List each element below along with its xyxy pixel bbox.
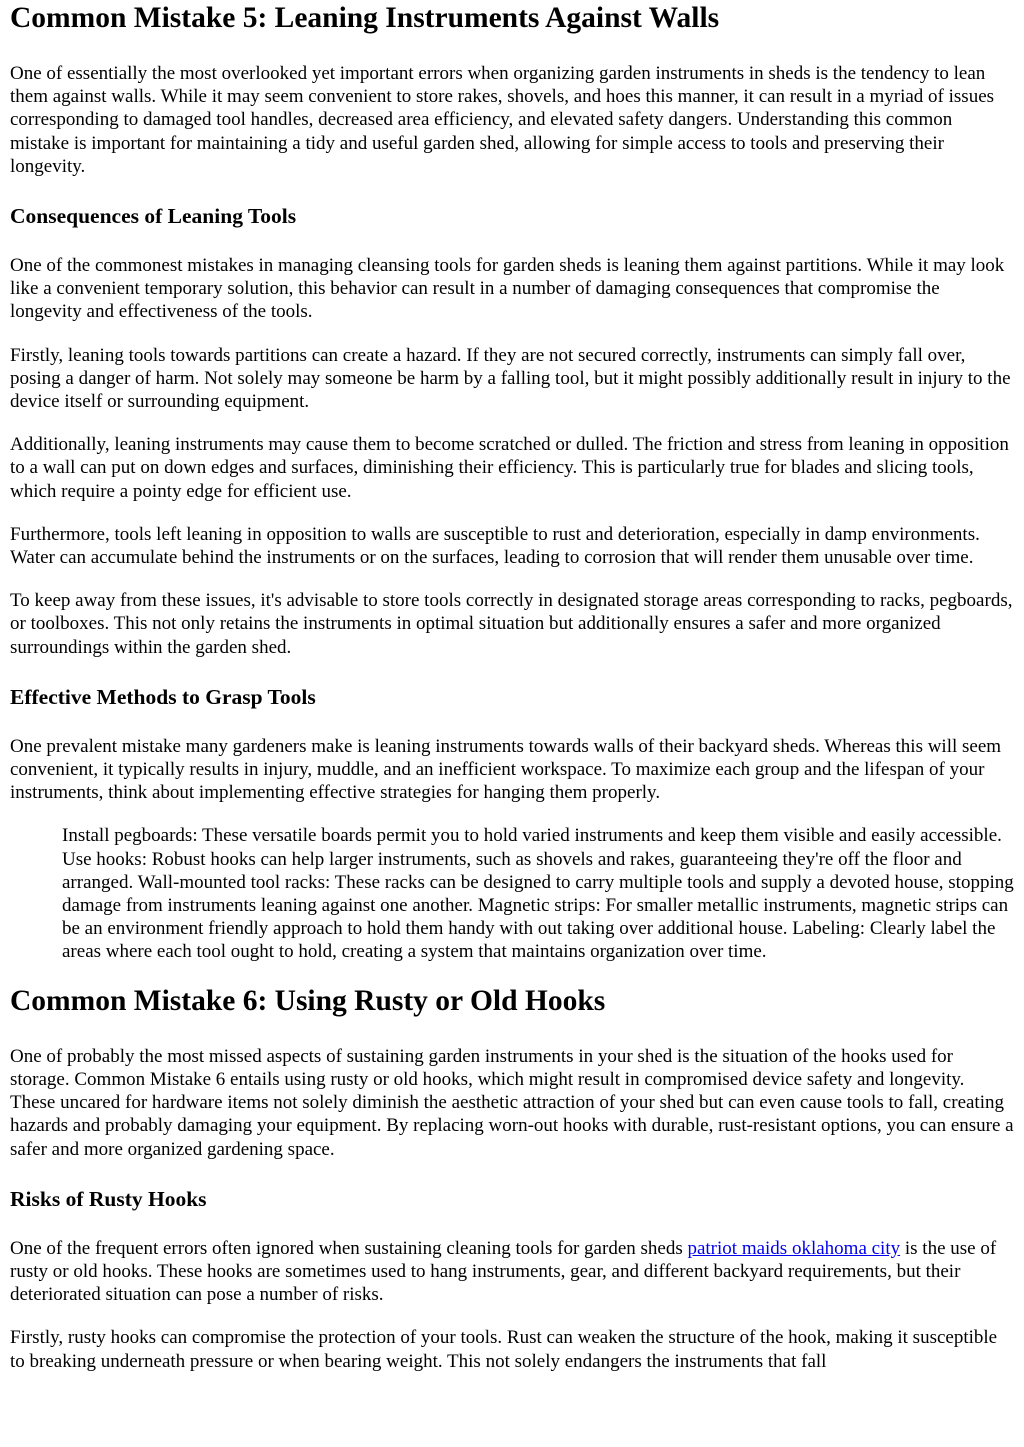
- subheading-effective-methods: Effective Methods to Grasp Tools: [10, 684, 316, 709]
- intro-mistake-5: One of essentially the most overlooked yet important errors when organizing garden instruments in sheds is the tendency to lean them against walls. While it may seem convenient to store rakes, shovels, and hoes this manner, it can result in a myriad of issues corresponding to damaged tool handles, decreased area efficiency, and elevated safety dangers. Understanding this common mistake is important for maintaining a tidy and useful garden shed, allowing for simple access to tools and preserving their longevity.: [10, 63, 995, 177]
- paragraph-text: is the use of rusty or old hooks. These hooks are sometimes used to hang instruments, gear, and different backyard requirements, but their deteriorated situation can pose a number of risks.: [10, 1237, 997, 1306]
- paragraph: One prevalent mistake many gardeners make is leaning instruments towards walls of their backyard sheds. Whereas this will seem convenient, it typically results in injury, muddle, and an inefficient workspace. To maximize each group and the lifespan of your instruments, think about implementing effective strategies for hanging them properly.: [10, 735, 1002, 804]
- subheading-risks-rusty-hooks: Risks of Rusty Hooks: [10, 1186, 207, 1211]
- paragraph: Additionally, leaning instruments may cause them to become scratched or dulled. The friction and stress from leaning in opposition to a wall can put on down edges and surfaces, diminishing their efficiency. This is particularly true for blades and slicing tools, which require a pointy edge for efficient use.: [10, 434, 1009, 502]
- paragraph-text: One of the frequent errors often ignored when sustaining cleaning tools for garden sheds: [10, 1237, 688, 1259]
- heading-mistake-5: Common Mistake 5: Leaning Instruments Against Walls: [10, 2, 720, 34]
- patriot-maids-link[interactable]: patriot maids oklahoma city: [687, 1237, 901, 1259]
- paragraph: Firstly, leaning tools towards partitions can create a hazard. If they are not secured correctly, instruments can simply fall over, posing a danger of harm. Not solely may someone be harm by a falling tool, but it might possibly additionally result in injury to the device itself or surrounding equipment.: [10, 344, 1011, 413]
- heading-mistake-6: Common Mistake 6: Using Rusty or Old Hooks: [10, 984, 606, 1017]
- paragraph: One of the commonest mistakes in managing cleansing tools for garden sheds is leaning them against partitions. While it may look like a convenient temporary solution, this behavior can result in a number of damaging consequences that compromise the longevity and effectiveness of the tools.: [10, 255, 1005, 323]
- article: [0, 1, 1024, 1373]
- paragraph: Furthermore, tools left leaning in opposition to walls are susceptible to rust and deterioration, especially in damp environments. Water can accumulate behind the instruments or on the surfaces, leading to corrosion that will render them unusable over time.: [10, 523, 980, 569]
- paragraph: Firstly, rusty hooks can compromise the protection of your tools. Rust can weaken the structure of the hook, making it susceptible to breaking underneath pressure or when bearing weight. This not solely endangers the instruments that fall: [10, 1327, 998, 1372]
- intro-mistake-6: One of probably the most missed aspects of sustaining garden instruments in your shed is the situation of the hooks used for storage. Common Mistake 6 entails using rusty or old hooks, which might result in compromised device safety and longevity. These uncared for hardware items not solely diminish the aesthetic attraction of your shed but can even cause tools to fall, creating hazards and probably damaging your equipment. By replacing worn-out hooks with durable, rust-resistant options, you can ensure a safer and more organized gardening space.: [10, 1045, 1014, 1160]
- tool-hanging-list: Install pegboards: These versatile boards permit you to hold varied instruments and keep them visible and easily accessible. Use hooks: Robust hooks can help larger instruments, such as shovels and rakes, guaranteeing they're off the floor and arranged. Wall-mounted tool racks: These racks can be designed to carry multiple tools and supply a devoted house, stopping damage from instruments leaning against one another. Magnetic strips: For smaller metallic instruments, magnetic strips can be an environment friendly approach to hold them handy with out taking over additional house. Labeling: Clearly label the areas where each tool ought to hold, creating a system that maintains organization over time.: [62, 825, 1014, 963]
- paragraph-with-link: [10, 1237, 1014, 1307]
- paragraph: To keep away from these issues, it's advisable to store tools correctly in designated storage areas corresponding to racks, pegboards, or toolboxes. This not only retains the instruments in optimal situation but additionally ensures a safer and more organized surroundings within the garden shed.: [10, 590, 1013, 658]
- subheading-consequences: Consequences of Leaning Tools: [10, 204, 297, 229]
